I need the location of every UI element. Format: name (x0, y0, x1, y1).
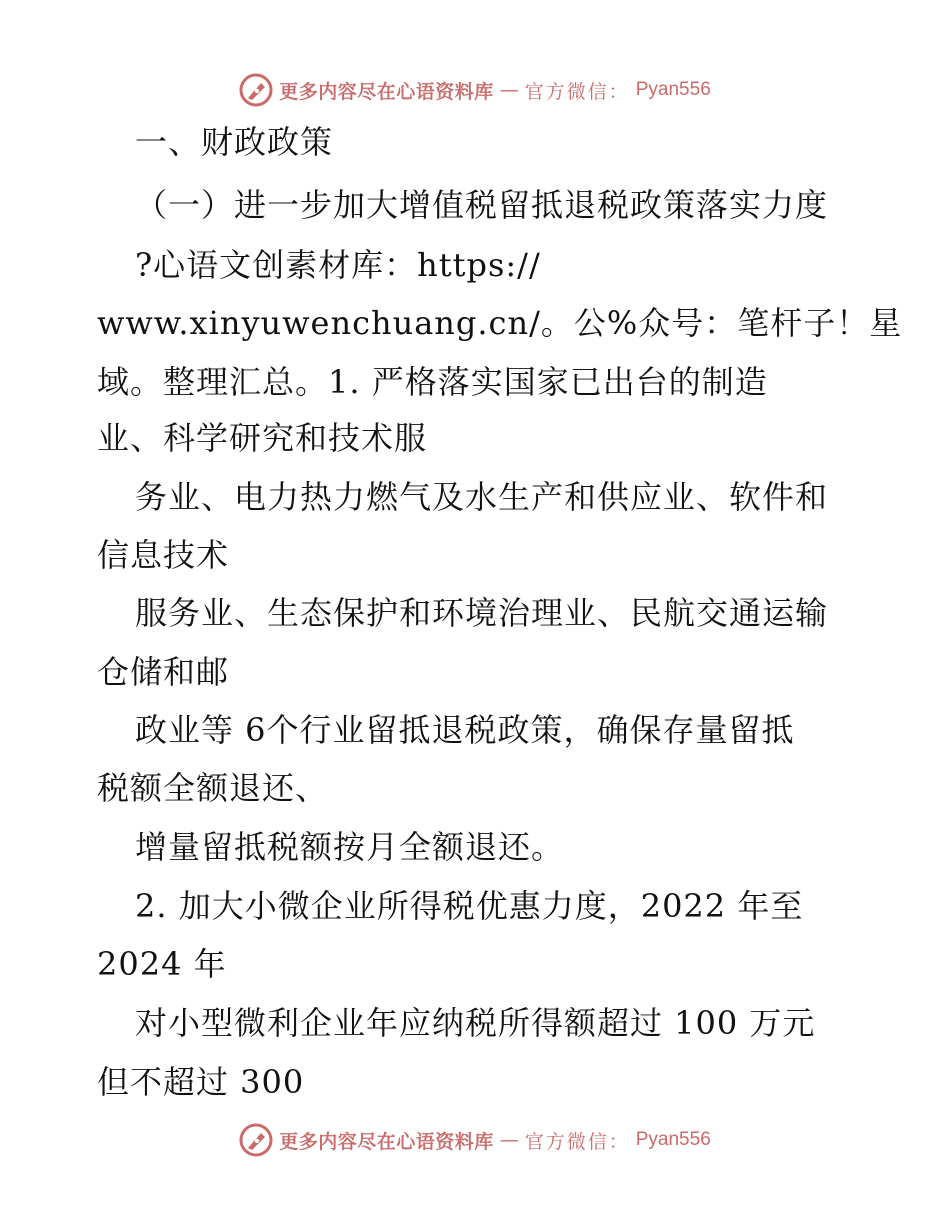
text-line: 对小型微利企业年应纳税所得额超过 100 万元 (135, 1004, 816, 1042)
text-line: 2. 加大小微企业所得税优惠力度，2022 年至 (135, 887, 804, 925)
watermark-label: 官方微信： (524, 80, 630, 103)
watermark-separator: — (499, 1129, 519, 1151)
text-line: 域。整理汇总。1. 严格落实国家已出台的制造 (97, 363, 768, 401)
text-line: 增量留抵税额按月全额退还。 (135, 828, 565, 866)
watermark-separator: — (499, 79, 519, 101)
text-line: 仓储和邮 (97, 653, 230, 691)
text-line: 业、科学研究和技术服 (97, 419, 428, 457)
text-line: www.xinyuwenchuang.cn/。公%众号：笔杆子！星 (97, 304, 903, 342)
watermark-wechat-id: Pyan556 (635, 79, 711, 100)
pen-nib-logo-icon (239, 73, 273, 107)
watermark-main-text: 更多内容尽在心语资料库 (279, 1130, 494, 1153)
pen-nib-logo-icon (239, 1123, 273, 1157)
watermark-wechat-id: Pyan556 (635, 1129, 711, 1150)
text-line: 但不超过 300 (97, 1063, 305, 1101)
watermark-label: 官方微信： (524, 1130, 630, 1153)
header-watermark (0, 70, 950, 110)
footer-watermark (0, 1120, 950, 1160)
text-line: 服务业、生态保护和环境治理业、民航交通运输 (135, 594, 829, 632)
text-line: 政业等 6个行业留抵退税政策，确保存量留抵 (135, 711, 795, 749)
text-line: 务业、电力热力燃气及水生产和供应业、软件和 (135, 478, 829, 516)
watermark-main-text: 更多内容尽在心语资料库 (279, 80, 494, 103)
text-line: 税额全额退还、 (97, 769, 329, 807)
text-line: ?心语文创素材库：https:// (135, 246, 541, 284)
subsection-heading: （一）进一步加大增值税留抵退税政策落实力度 (135, 186, 829, 224)
text-line: 2024 年 (97, 945, 227, 983)
text-line: 信息技术 (97, 536, 230, 574)
section-heading: 一、财政政策 (135, 123, 334, 161)
